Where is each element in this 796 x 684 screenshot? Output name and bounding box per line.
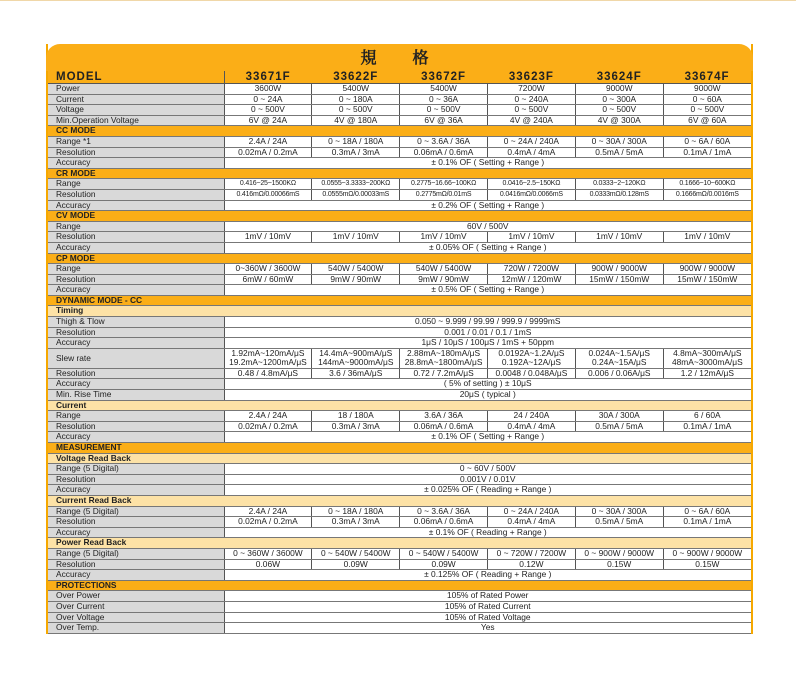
- spec-value: 3600W: [224, 84, 312, 95]
- spec-value: 0.3mA / 3mA: [312, 517, 400, 528]
- model-name: 33622F: [312, 71, 400, 84]
- spec-row: [48, 84, 751, 95]
- spec-value: 0 ~ 500V: [487, 105, 575, 116]
- spec-value: 0.15W: [575, 559, 663, 570]
- spec-value: 0 ~ 60A: [663, 94, 751, 105]
- subsection-title: Power Read Back: [48, 538, 751, 549]
- spec-sheet: [46, 44, 753, 634]
- spec-label: Accuracy: [48, 570, 224, 581]
- spec-value: 0.06mA / 0.6mA: [400, 517, 488, 528]
- spec-label: Accuracy: [48, 285, 224, 296]
- spec-value: 0.050 ~ 9.999 / 99.99 / 999.9 / 9999mS: [224, 317, 751, 328]
- spec-value: 0.06mA / 0.6mA: [400, 147, 488, 158]
- spec-label: Resolution: [48, 232, 224, 243]
- spec-value: 0 ~ 360W / 3600W: [224, 548, 312, 559]
- spec-value: 0.006 / 0.06A/μS: [575, 368, 663, 379]
- spec-value: Yes: [224, 623, 751, 634]
- spec-row: [48, 200, 751, 211]
- spec-value: 0.09W: [312, 559, 400, 570]
- spec-row: [48, 548, 751, 559]
- spec-label: Range (5 Digital): [48, 506, 224, 517]
- spec-value: 0 ~ 18A / 180A: [312, 136, 400, 147]
- spec-value: 15mW / 150mW: [575, 274, 663, 285]
- section-title: CC MODE: [48, 126, 751, 137]
- section-header: [48, 168, 751, 179]
- spec-value: 0.5mA / 5mA: [575, 147, 663, 158]
- spec-value: ± 0.05% OF ( Setting + Range ): [224, 242, 751, 253]
- spec-value: 5400W: [400, 84, 488, 95]
- subsection-header: [48, 400, 751, 411]
- spec-value: 0.5mA / 5mA: [575, 421, 663, 432]
- spec-value: 0.0416~2.5~150KΩ: [487, 179, 575, 190]
- spec-value: 2.4A / 24A: [224, 136, 312, 147]
- spec-value: 9000W: [663, 84, 751, 95]
- spec-value: 2.4A / 24A: [224, 506, 312, 517]
- spec-value: 5400W: [312, 84, 400, 95]
- model-header-label: MODEL: [48, 71, 224, 84]
- spec-value: 0.024A~1.5A/μS 0.24A~15A/μS: [575, 348, 663, 368]
- spec-row: [48, 411, 751, 422]
- spec-label: Resolution: [48, 147, 224, 158]
- spec-label: Resolution: [48, 274, 224, 285]
- spec-value: 0.15W: [663, 559, 751, 570]
- spec-row: [48, 591, 751, 602]
- spec-value: 4V @ 300A: [575, 115, 663, 126]
- spec-value: 1mV / 10mV: [312, 232, 400, 243]
- spec-label: Resolution: [48, 327, 224, 338]
- spec-row: [48, 474, 751, 485]
- model-header-row: [48, 71, 751, 84]
- spec-value: 0.2775~16.66~100KΩ: [400, 179, 488, 190]
- spec-label: Resolution: [48, 517, 224, 528]
- spec-value: 0.0555~3.3333~200KΩ: [312, 179, 400, 190]
- spec-value: 14.4mA~900mA/μS 144mA~9000mA/μS: [312, 348, 400, 368]
- spec-row: [48, 432, 751, 443]
- spec-label: Min. Rise Time: [48, 390, 224, 401]
- spec-value: 0.02mA / 0.2mA: [224, 517, 312, 528]
- section-title: CV MODE: [48, 211, 751, 222]
- spec-value: 1.92mA~120mA/μS 19.2mA~1200mA/μS: [224, 348, 312, 368]
- spec-value: 0.3mA / 3mA: [312, 421, 400, 432]
- spec-value: 60V / 500V: [224, 221, 751, 232]
- spec-value: 0 ~ 6A / 60A: [663, 506, 751, 517]
- spec-row: [48, 559, 751, 570]
- model-name: 33624F: [575, 71, 663, 84]
- spec-row: [48, 179, 751, 190]
- spec-row: [48, 115, 751, 126]
- section-title: DYNAMIC MODE - CC: [48, 295, 751, 306]
- spec-label: Resolution: [48, 368, 224, 379]
- spec-title: 規 格: [46, 44, 753, 71]
- spec-row: [48, 421, 751, 432]
- spec-value: 0 ~ 36A: [400, 94, 488, 105]
- model-name: 33674F: [663, 71, 751, 84]
- spec-value: 4.8mA~300mA/μS 48mA~3000mA/μS: [663, 348, 751, 368]
- spec-value: 4V @ 180A: [312, 115, 400, 126]
- spec-label: Accuracy: [48, 432, 224, 443]
- spec-row: [48, 390, 751, 401]
- spec-value: ( 5% of setting ) ± 10μS: [224, 379, 751, 390]
- spec-value: 0.0333~2~120KΩ: [575, 179, 663, 190]
- section-title: CR MODE: [48, 168, 751, 179]
- spec-label: Accuracy: [48, 338, 224, 349]
- spec-label: Voltage: [48, 105, 224, 116]
- spec-label: Accuracy: [48, 158, 224, 169]
- spec-value: 1mV / 10mV: [575, 232, 663, 243]
- spec-value: 105% of Rated Power: [224, 591, 751, 602]
- spec-value: 900W / 9000W: [663, 264, 751, 275]
- spec-value: 0.3mA / 3mA: [312, 147, 400, 158]
- spec-value: 0 ~ 30A / 300A: [575, 136, 663, 147]
- spec-table-body: [48, 71, 751, 633]
- spec-value: 1.2 / 12mA/μS: [663, 368, 751, 379]
- spec-value: 540W / 5400W: [400, 264, 488, 275]
- spec-value: 2.88mA~180mA/μS 28.8mA~1800mA/μS: [400, 348, 488, 368]
- spec-value: 3.6A / 36A: [400, 411, 488, 422]
- spec-row: [48, 285, 751, 296]
- spec-label: Over Power: [48, 591, 224, 602]
- spec-value: 0.72 / 7.2mA/μS: [400, 368, 488, 379]
- spec-value: 0.02mA / 0.2mA: [224, 421, 312, 432]
- spec-value: 0 ~ 24A / 240A: [487, 506, 575, 517]
- spec-value: 0 ~ 6A / 60A: [663, 136, 751, 147]
- section-title: PROTECTIONS: [48, 580, 751, 591]
- spec-row: [48, 464, 751, 475]
- spec-row: [48, 274, 751, 285]
- section-header: [48, 443, 751, 454]
- spec-value: 30A / 300A: [575, 411, 663, 422]
- spec-label: Accuracy: [48, 200, 224, 211]
- spec-label: Range: [48, 179, 224, 190]
- section-header: [48, 295, 751, 306]
- spec-value: 0 ~ 900W / 9000W: [663, 548, 751, 559]
- spec-label: Over Current: [48, 601, 224, 612]
- spec-label: Resolution: [48, 189, 224, 200]
- spec-value: ± 0.5% OF ( Setting + Range ): [224, 285, 751, 296]
- subsection-title: Current: [48, 400, 751, 411]
- spec-value: 1mV / 10mV: [487, 232, 575, 243]
- subsection-header: [48, 453, 751, 464]
- spec-value: ± 0.025% OF ( Reading + Range ): [224, 485, 751, 496]
- spec-value: 0.001 / 0.01 / 0.1 / 1mS: [224, 327, 751, 338]
- spec-label: Range (5 Digital): [48, 548, 224, 559]
- section-header: [48, 126, 751, 137]
- spec-value: 0 ~ 3.6A / 36A: [400, 506, 488, 517]
- model-name: 33623F: [487, 71, 575, 84]
- spec-row: [48, 612, 751, 623]
- spec-value: 0.4mA / 4mA: [487, 421, 575, 432]
- spec-value: 1mV / 10mV: [663, 232, 751, 243]
- spec-value: 0.06mA / 0.6mA: [400, 421, 488, 432]
- spec-value: 6V @ 24A: [224, 115, 312, 126]
- spec-value: ± 0.1% OF ( Reading + Range ): [224, 527, 751, 538]
- spec-value: 0.0333mΩ/0.128mS: [575, 189, 663, 200]
- subsection-header: [48, 538, 751, 549]
- spec-row: [48, 105, 751, 116]
- spec-value: 0 ~ 500V: [663, 105, 751, 116]
- spec-label: Over Temp.: [48, 623, 224, 634]
- spec-value: 1mV / 10mV: [224, 232, 312, 243]
- spec-label: Over Voltage: [48, 612, 224, 623]
- spec-value: 0.1mA / 1mA: [663, 517, 751, 528]
- spec-label: Thigh & Tlow: [48, 317, 224, 328]
- spec-value: 6V @ 36A: [400, 115, 488, 126]
- spec-value: 0 ~ 500V: [400, 105, 488, 116]
- spec-value: 2.4A / 24A: [224, 411, 312, 422]
- spec-value: 0.02mA / 0.2mA: [224, 147, 312, 158]
- spec-value: 0 ~ 24A: [224, 94, 312, 105]
- spec-value: 0 ~ 18A / 180A: [312, 506, 400, 517]
- spec-value: 0 ~ 540W / 5400W: [400, 548, 488, 559]
- spec-value: 1mV / 10mV: [400, 232, 488, 243]
- spec-label: Current: [48, 94, 224, 105]
- spec-value: 0 ~ 240A: [487, 94, 575, 105]
- spec-label: Accuracy: [48, 242, 224, 253]
- spec-value: 900W / 9000W: [575, 264, 663, 275]
- spec-value: 0 ~ 540W / 5400W: [312, 548, 400, 559]
- spec-value: 0 ~ 500V: [312, 105, 400, 116]
- spec-row: [48, 601, 751, 612]
- spec-value: 0 ~ 3.6A / 36A: [400, 136, 488, 147]
- spec-value: 0.0192A~1.2A/μS 0.192A~12A/μS: [487, 348, 575, 368]
- spec-row: [48, 221, 751, 232]
- spec-value: 0.1666~10~600KΩ: [663, 179, 751, 190]
- spec-value: 0.5mA / 5mA: [575, 517, 663, 528]
- spec-row: [48, 147, 751, 158]
- spec-row: [48, 517, 751, 528]
- spec-label: Range (5 Digital): [48, 464, 224, 475]
- spec-value: 0.4mA / 4mA: [487, 147, 575, 158]
- spec-value: 540W / 5400W: [312, 264, 400, 275]
- spec-value: 0 ~ 180A: [312, 94, 400, 105]
- spec-value: 0.1666mΩ/0.0016mS: [663, 189, 751, 200]
- spec-value: ± 0.1% OF ( Setting + Range ): [224, 158, 751, 169]
- spec-value: ± 0.125% OF ( Reading + Range ): [224, 570, 751, 581]
- spec-row: [48, 317, 751, 328]
- spec-value: 4V @ 240A: [487, 115, 575, 126]
- spec-value: 0.06W: [224, 559, 312, 570]
- section-header: [48, 580, 751, 591]
- section-title: CP MODE: [48, 253, 751, 264]
- spec-value: 0.416mΩ/0.00066mS: [224, 189, 312, 200]
- spec-value: 6V @ 60A: [663, 115, 751, 126]
- subsection-title: Timing: [48, 306, 751, 317]
- spec-row: [48, 379, 751, 390]
- spec-row: [48, 327, 751, 338]
- spec-label: Power: [48, 84, 224, 95]
- spec-value: 15mW / 150mW: [663, 274, 751, 285]
- spec-value: 18 / 180A: [312, 411, 400, 422]
- spec-value: 0.1mA / 1mA: [663, 147, 751, 158]
- subsection-title: Voltage Read Back: [48, 453, 751, 464]
- spec-label: Resolution: [48, 474, 224, 485]
- spec-value: 1μS / 10μS / 100μS / 1mS + 50ppm: [224, 338, 751, 349]
- spec-label: Resolution: [48, 559, 224, 570]
- spec-table: [48, 71, 751, 634]
- spec-value: 105% of Rated Current: [224, 601, 751, 612]
- spec-value: 6 / 60A: [663, 411, 751, 422]
- spec-value: 0.001V / 0.01V: [224, 474, 751, 485]
- spec-value: 0.09W: [400, 559, 488, 570]
- spec-value: 0 ~ 24A / 240A: [487, 136, 575, 147]
- section-title: MEASUREMENT: [48, 443, 751, 454]
- spec-row: [48, 189, 751, 200]
- spec-label: Slew rate: [48, 348, 224, 368]
- spec-row: [48, 570, 751, 581]
- spec-value: ± 0.2% OF ( Setting + Range ): [224, 200, 751, 211]
- spec-row: [48, 338, 751, 349]
- spec-row: [48, 94, 751, 105]
- spec-row: [48, 136, 751, 147]
- spec-label: Range: [48, 264, 224, 275]
- spec-value: 9mW / 90mW: [400, 274, 488, 285]
- spec-value: 9mW / 90mW: [312, 274, 400, 285]
- spec-label: Range: [48, 411, 224, 422]
- spec-label: Range: [48, 221, 224, 232]
- spec-label: Accuracy: [48, 485, 224, 496]
- spec-row: [48, 264, 751, 275]
- spec-value: 0.0416mΩ/0.0066mS: [487, 189, 575, 200]
- spec-value: 0 ~ 60V / 500V: [224, 464, 751, 475]
- spec-value: 0~360W / 3600W: [224, 264, 312, 275]
- spec-label: Range *1: [48, 136, 224, 147]
- spec-label: Min.Operation Voltage: [48, 115, 224, 126]
- spec-value: 7200W: [487, 84, 575, 95]
- spec-value: 20μS ( typical ): [224, 390, 751, 401]
- spec-value: 0 ~ 900W / 9000W: [575, 548, 663, 559]
- spec-label: Accuracy: [48, 379, 224, 390]
- spec-row: [48, 485, 751, 496]
- spec-row: [48, 242, 751, 253]
- spec-row: [48, 368, 751, 379]
- model-name: 33672F: [400, 71, 488, 84]
- spec-value: 0.4mA / 4mA: [487, 517, 575, 528]
- spec-value: 720W / 7200W: [487, 264, 575, 275]
- spec-value: 9000W: [575, 84, 663, 95]
- spec-value: 0.0555mΩ/0.00033mS: [312, 189, 400, 200]
- spec-value: 6mW / 60mW: [224, 274, 312, 285]
- spec-value: 12mW / 120mW: [487, 274, 575, 285]
- spec-value: 0.1mA / 1mA: [663, 421, 751, 432]
- spec-row: [48, 623, 751, 634]
- subsection-title: Current Read Back: [48, 495, 751, 506]
- spec-value: 0.48 / 4.8mA/μS: [224, 368, 312, 379]
- subsection-header: [48, 495, 751, 506]
- spec-value: 24 / 240A: [487, 411, 575, 422]
- spec-value: 0.0048 / 0.048A/μS: [487, 368, 575, 379]
- section-header: [48, 253, 751, 264]
- model-name: 33671F: [224, 71, 312, 84]
- spec-value: 0 ~ 500V: [575, 105, 663, 116]
- spec-value: 0.12W: [487, 559, 575, 570]
- spec-value: 0 ~ 30A / 300A: [575, 506, 663, 517]
- spec-label: Accuracy: [48, 527, 224, 538]
- spec-value: ± 0.1% OF ( Setting + Range ): [224, 432, 751, 443]
- spec-value: 0.416~25~1500KΩ: [224, 179, 312, 190]
- subsection-header: [48, 306, 751, 317]
- spec-row: [48, 158, 751, 169]
- spec-row: [48, 232, 751, 243]
- spec-value: 0 ~ 720W / 7200W: [487, 548, 575, 559]
- spec-value: 0 ~ 300A: [575, 94, 663, 105]
- spec-row: [48, 506, 751, 517]
- spec-value: 3.6 / 36mA/μS: [312, 368, 400, 379]
- spec-label: Resolution: [48, 421, 224, 432]
- spec-row: [48, 348, 751, 368]
- section-header: [48, 211, 751, 222]
- spec-value: 0 ~ 500V: [224, 105, 312, 116]
- spec-value: 105% of Rated Voltage: [224, 612, 751, 623]
- spec-value: 0.2775mΩ/0.01mS: [400, 189, 488, 200]
- spec-row: [48, 527, 751, 538]
